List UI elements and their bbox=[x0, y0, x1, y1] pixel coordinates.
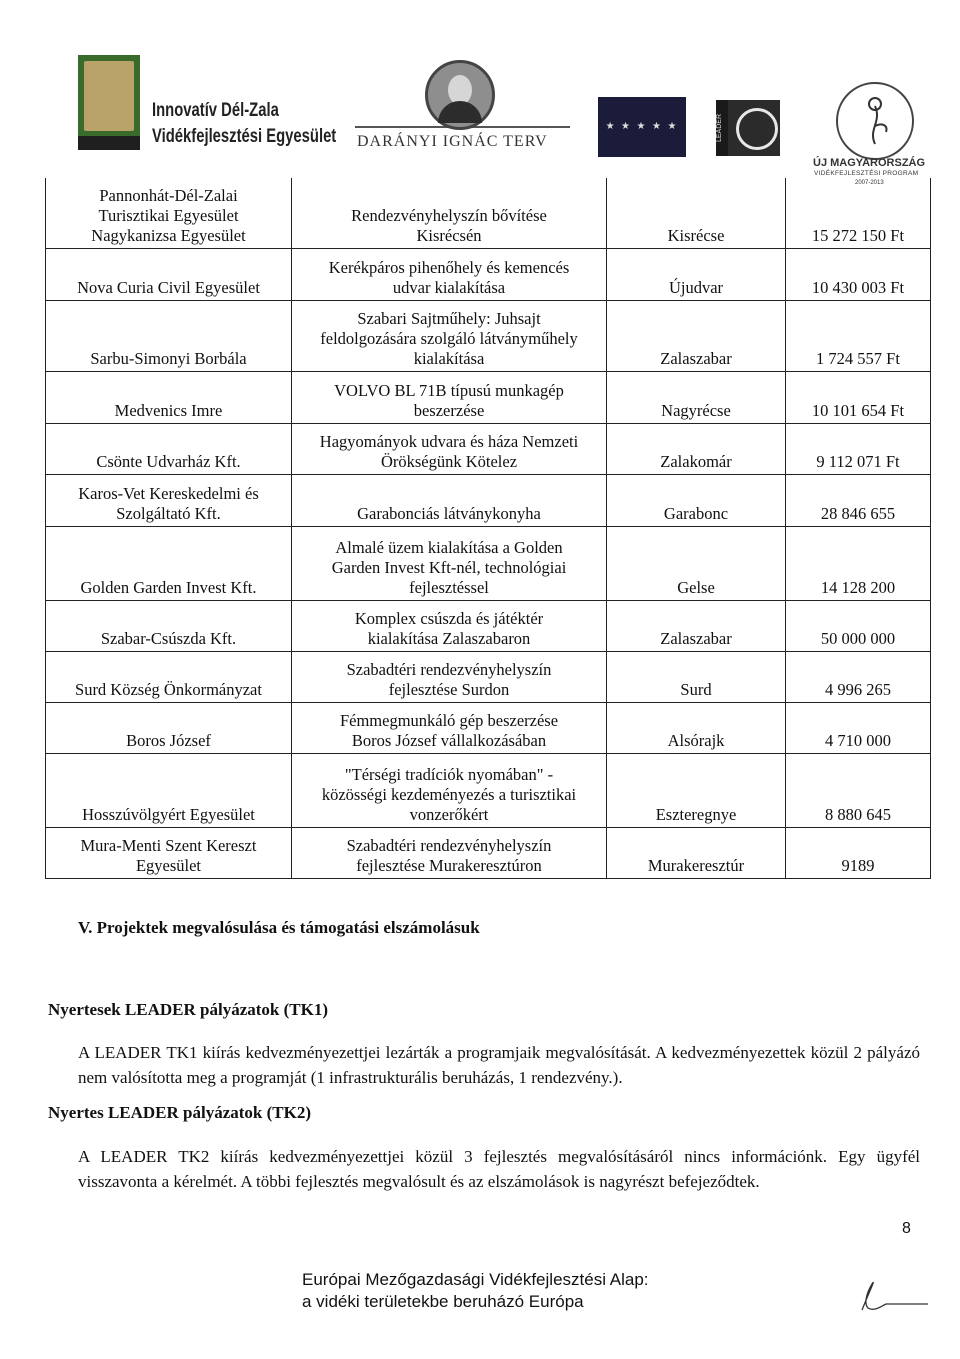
leader-label: LEADER bbox=[716, 100, 728, 156]
beneficiary-cell-line: Sarbu-Simonyi Borbála bbox=[90, 348, 247, 368]
program-years: 2007-2013 bbox=[855, 180, 884, 186]
location-cell: Nagyrécse bbox=[607, 371, 786, 423]
beneficiary-cell-line: Szabar-Csúszda Kft. bbox=[100, 628, 237, 648]
beneficiary-cell bbox=[46, 702, 292, 753]
beneficiary-cell bbox=[46, 600, 292, 651]
project-cell-line: közösségi kezdeményezés a turisztikai bbox=[321, 784, 577, 804]
location-cell: Zalakomár bbox=[607, 423, 786, 474]
project-cell bbox=[292, 827, 607, 878]
section-title: V. Projektek megvalósulása és támogatási elszámolásuk bbox=[78, 918, 480, 937]
table-row bbox=[46, 753, 931, 827]
beneficiary-cell bbox=[46, 300, 292, 371]
beneficiary-cell bbox=[46, 827, 292, 878]
beneficiary-cell bbox=[46, 371, 292, 423]
project-cell bbox=[292, 651, 607, 702]
footer-line2: a vidéki területekbe beruházó Európa bbox=[302, 1292, 584, 1311]
amount-cell: 8 880 645 bbox=[786, 753, 931, 827]
project-cell-line: Fémmegmunkáló gép beszerzése bbox=[339, 710, 559, 730]
project-cell-line: Almalé üzem kialakítása a Golden bbox=[335, 537, 563, 557]
project-cell-line: "Térségi tradíciók nyomában" - bbox=[344, 764, 554, 784]
location-cell: Alsórajk bbox=[607, 702, 786, 753]
grants-table bbox=[45, 178, 931, 879]
amount-cell: 10 430 003 Ft bbox=[786, 248, 931, 300]
amount-cell: 10 101 654 Ft bbox=[786, 371, 931, 423]
project-cell bbox=[292, 474, 607, 526]
amount-cell: 4 996 265 bbox=[786, 651, 931, 702]
project-cell-line: Garden Invest Kft-nél, technológiai bbox=[331, 557, 567, 577]
beneficiary-cell bbox=[46, 423, 292, 474]
project-cell bbox=[292, 702, 607, 753]
table-row bbox=[46, 827, 931, 878]
table-row bbox=[46, 600, 931, 651]
eu-flag-icon: ★ ★ ★ ★ ★ bbox=[598, 97, 686, 157]
project-cell-line: kialakítása Zalaszabaron bbox=[367, 628, 531, 648]
program-name: ÚJ MAGYARORSZÁG bbox=[813, 157, 926, 169]
beneficiary-cell-line: Hosszúvölgyért Egyesület bbox=[82, 804, 255, 824]
beneficiary-cell-line: Egyesület bbox=[135, 855, 202, 875]
project-cell-line: fejlesztése Murakeresztúron bbox=[356, 855, 542, 875]
signature-icon bbox=[842, 1270, 932, 1320]
project-cell bbox=[292, 526, 607, 600]
project-cell-line: kialakítása bbox=[413, 348, 485, 368]
paragraph-tk2: A LEADER TK2 kiírás kedvezményezettjei közül 3 fejlesztés megvalósításáról nincs információnk. Egy ügyfél visszavonta a kérelmét. A többi fejlesztés megvalósult és az elszámolások is nagyrészt befejeződtek. bbox=[78, 1147, 920, 1191]
location-cell: Eszteregnye bbox=[607, 753, 786, 827]
beneficiary-cell bbox=[46, 474, 292, 526]
project-cell-line: Kisrécsén bbox=[416, 225, 482, 245]
project-cell-line: Boros József vállalkozásában bbox=[351, 730, 547, 750]
location-cell: Gelse bbox=[607, 526, 786, 600]
beneficiary-cell-line: Nova Curia Civil Egyesület bbox=[77, 277, 260, 297]
project-cell-line: fejlesztése Surdon bbox=[388, 679, 510, 699]
location-cell: Murakeresztúr bbox=[607, 827, 786, 878]
project-cell-line: Garabonciás látványkonyha bbox=[357, 503, 541, 523]
project-cell-line: Örökségünk Kötelez bbox=[380, 451, 518, 471]
table-row bbox=[46, 651, 931, 702]
amount-cell: 50 000 000 bbox=[786, 600, 931, 651]
table-row bbox=[46, 702, 931, 753]
project-cell-line: VOLVO BL 71B típusú munkagép bbox=[334, 380, 564, 400]
location-cell: Garabonc bbox=[607, 474, 786, 526]
amount-cell: 1 724 557 Ft bbox=[786, 300, 931, 371]
location-cell: Újudvar bbox=[607, 248, 786, 300]
leader-logo-icon bbox=[716, 100, 780, 156]
project-cell-line: Kerékpáros pihenőhely és kemencés bbox=[328, 257, 570, 277]
project-cell-line: Hagyományok udvara és háza Nemzeti bbox=[319, 431, 579, 451]
plan-name: DARÁNYI IGNÁC TERV bbox=[357, 133, 548, 150]
beneficiary-cell bbox=[46, 526, 292, 600]
project-cell-line: Szabari Sajtműhely: Juhsajt bbox=[357, 308, 541, 328]
location-cell: Kisrécse bbox=[607, 178, 786, 248]
project-cell bbox=[292, 300, 607, 371]
table-row bbox=[46, 248, 931, 300]
org-name-line1: Innovatív Dél-Zala bbox=[152, 100, 279, 121]
location-cell: Zalaszabar bbox=[607, 600, 786, 651]
project-cell-line: fejlesztéssel bbox=[409, 577, 489, 597]
subheading-tk2: Nyertes LEADER pályázatok (TK2) bbox=[48, 1103, 312, 1122]
beneficiary-cell-line: Boros József bbox=[126, 730, 211, 750]
footer-line1: Európai Mezőgazdasági Vidékfejlesztési Alap: bbox=[302, 1270, 649, 1289]
page-number: 8 bbox=[902, 1220, 911, 1237]
beneficiary-cell bbox=[46, 248, 292, 300]
project-cell bbox=[292, 248, 607, 300]
amount-cell: 28 846 655 bbox=[786, 474, 931, 526]
amount-cell: 9 112 071 Ft bbox=[786, 423, 931, 474]
project-cell bbox=[292, 371, 607, 423]
project-cell-line: Szabadtéri rendezvényhelyszín bbox=[346, 659, 552, 679]
beneficiary-cell-line: Nagykanizsa Egyesület bbox=[91, 225, 246, 245]
paragraph-tk1: A LEADER TK1 kiírás kedvezményezettjei lezárták a programjaik megvalósítását. A kedvezményezettek közül 2 pályázó nem valósította meg a programját (1 infrastrukturális beruházás, 1 rendezvény.). bbox=[78, 1043, 920, 1087]
beneficiary-cell-line: Pannonhát-Dél-Zalai bbox=[99, 185, 238, 205]
amount-cell: 15 272 150 Ft bbox=[786, 178, 931, 248]
table-row bbox=[46, 300, 931, 371]
project-cell-line: feldolgozására szolgáló látványműhely bbox=[320, 328, 578, 348]
table-row bbox=[46, 423, 931, 474]
beneficiary-cell bbox=[46, 651, 292, 702]
beneficiary-cell-line: Medvenics Imre bbox=[114, 400, 223, 420]
amount-cell: 9189 bbox=[786, 827, 931, 878]
project-cell bbox=[292, 423, 607, 474]
program-subtitle: VIDÉKFEJLESZTÉSI PROGRAM bbox=[814, 170, 919, 177]
beneficiary-cell-line: Csönte Udvarház Kft. bbox=[96, 451, 241, 471]
project-cell bbox=[292, 600, 607, 651]
table-row bbox=[46, 526, 931, 600]
project-cell-line: udvar kialakítása bbox=[392, 277, 506, 297]
beneficiary-cell bbox=[46, 178, 292, 248]
beneficiary-cell-line: Surd Község Önkormányzat bbox=[75, 679, 262, 699]
beneficiary-cell-line: Mura-Menti Szent Kereszt bbox=[80, 835, 257, 855]
beneficiary-cell-line: Turisztikai Egyesület bbox=[98, 205, 239, 225]
project-cell-line: Szabadtéri rendezvényhelyszín bbox=[346, 835, 552, 855]
project-cell bbox=[292, 753, 607, 827]
association-logo bbox=[78, 55, 140, 150]
beneficiary-cell bbox=[46, 753, 292, 827]
program-logo-icon bbox=[836, 82, 914, 160]
project-cell-line: Komplex csúszda és játéktér bbox=[354, 608, 544, 628]
amount-cell: 14 128 200 bbox=[786, 526, 931, 600]
amount-cell: 4 710 000 bbox=[786, 702, 931, 753]
table-row bbox=[46, 178, 931, 248]
table-row bbox=[46, 371, 931, 423]
location-cell: Zalaszabar bbox=[607, 300, 786, 371]
beneficiary-cell-line: Karos-Vet Kereskedelmi és bbox=[78, 483, 259, 503]
org-name-line2: Vidékfejlesztési Egyesület bbox=[152, 126, 337, 147]
project-cell-line: beszerzése bbox=[413, 400, 485, 420]
daranyi-portrait-icon bbox=[425, 60, 495, 130]
beneficiary-cell-line: Szolgáltató Kft. bbox=[116, 503, 221, 523]
subheading-tk1: Nyertesek LEADER pályázatok (TK1) bbox=[48, 1000, 329, 1019]
project-cell bbox=[292, 178, 607, 248]
location-cell: Surd bbox=[607, 651, 786, 702]
table-row bbox=[46, 474, 931, 526]
beneficiary-cell-line: Golden Garden Invest Kft. bbox=[80, 577, 257, 597]
project-cell-line: vonzerőkért bbox=[409, 804, 489, 824]
project-cell-line: Rendezvényhelyszín bővítése bbox=[351, 205, 547, 225]
